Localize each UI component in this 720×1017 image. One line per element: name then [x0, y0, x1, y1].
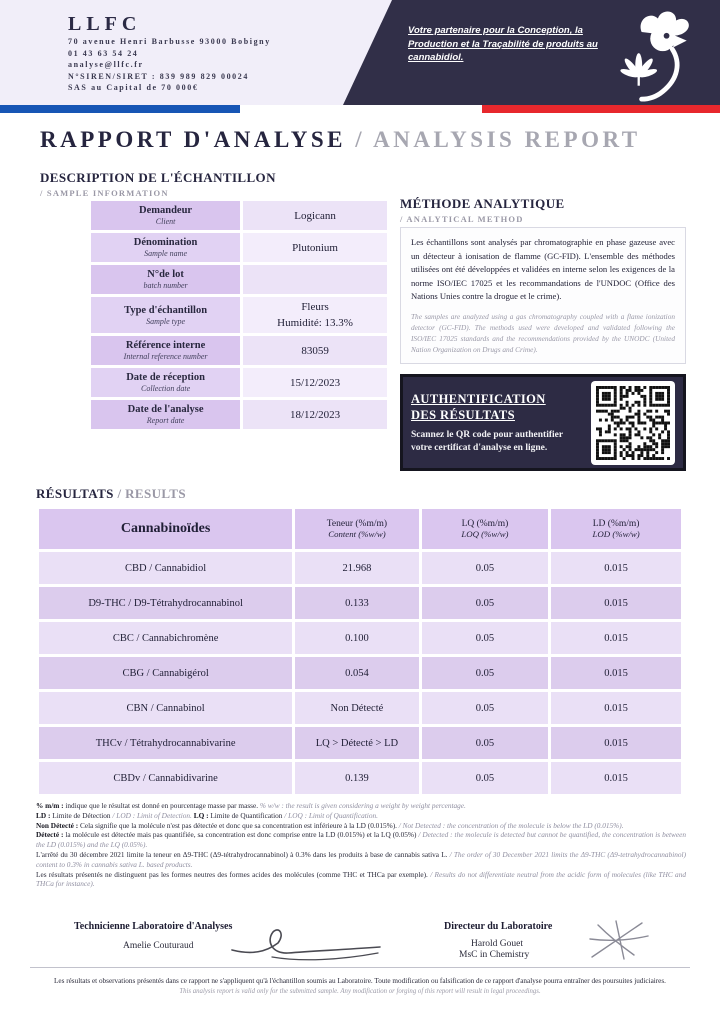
sample-row: [91, 297, 387, 333]
sample-value: 15/12/2023: [290, 376, 341, 389]
sample-row: [91, 400, 387, 429]
director-signature-icon: [586, 917, 656, 968]
method-text-en: The samples are analyzed using a gas chromatography coupled with a flame ionization detector (GC-FID). The methods used were developed and validated following the ISO/IEC 17025 standards and the recommendations provided by the UNODC (United Nation Organization on Drugs and Crime).: [411, 311, 675, 354]
header-lod-fr: LD (%m/m): [592, 519, 640, 529]
sample-value-secondary: Humidité: 13.3%: [277, 317, 353, 329]
results-section-heading: [36, 486, 186, 502]
result-content: 0.139: [295, 762, 418, 794]
results-row: [39, 622, 681, 654]
authentication-box: [400, 374, 686, 471]
footnote-line: [36, 801, 686, 811]
report-title-fr: RAPPORT D'ANALYSE: [40, 127, 346, 152]
result-lod: 0.015: [551, 622, 681, 654]
footnotes: [36, 801, 686, 889]
method-heading-fr: MÉTHODE ANALYTIQUE: [400, 196, 565, 211]
result-name: CBN / Cannabinol: [39, 692, 292, 724]
result-content: 0.100: [295, 622, 418, 654]
result-content: 0.133: [295, 587, 418, 619]
sample-label-fr: Type d'échantillon: [124, 304, 208, 316]
sample-row: [91, 201, 387, 230]
result-lod: 0.015: [551, 727, 681, 759]
sample-section-heading: [40, 170, 276, 198]
footnote-line: [36, 850, 686, 870]
sample-row-value: [243, 297, 387, 333]
sample-row: [91, 265, 387, 294]
company-block: [68, 13, 271, 94]
result-name: CBDv / Cannabidivarine: [39, 762, 292, 794]
result-content: 0.054: [295, 657, 418, 689]
footnote-segment: Les résultats présentés ne distinguent pas les formes neutres des formes acides des molécules (comme THC et THCa par exemple).: [36, 869, 431, 879]
sample-row-label: [91, 368, 240, 397]
sample-row-label: [91, 201, 240, 230]
result-lod: 0.015: [551, 762, 681, 794]
result-lod: 0.015: [551, 552, 681, 584]
footnote-segment: Limite de Quantification: [208, 810, 285, 820]
company-phone: 01 43 63 54 24: [68, 48, 139, 58]
sample-heading-fr: DESCRIPTION DE L'ÉCHANTILLON: [40, 170, 276, 185]
sample-row-label: [91, 336, 240, 365]
authentication-text-block: [411, 391, 591, 454]
result-loq: 0.05: [422, 727, 549, 759]
company-siren: N°SIREN/SIRET : 839 989 829 00024: [68, 71, 249, 81]
sample-label-fr: N°de lot: [147, 269, 184, 280]
sample-row-value: [243, 265, 387, 294]
sample-row-label: [91, 297, 240, 333]
signature-right-title: Directeur du Laboratoire: [444, 921, 553, 932]
sample-row-value: [243, 368, 387, 397]
footnote-line: [36, 821, 686, 831]
sample-value: Plutonium: [292, 241, 338, 254]
result-lod: 0.015: [551, 657, 681, 689]
sample-value: 83059: [301, 344, 329, 357]
footnote-segment: / LOQ : Limit of Quantification.: [284, 810, 378, 820]
footnote-segment: LQ :: [193, 810, 209, 820]
results-heading-fr: RÉSULTATS: [36, 486, 114, 501]
results-row: [39, 657, 681, 689]
sample-row: [91, 368, 387, 397]
signature-left-name: Amelie Couturaud: [123, 941, 194, 951]
result-name: CBC / Cannabichromène: [39, 622, 292, 654]
sample-label-fr: Date de réception: [126, 372, 205, 383]
report-title: [40, 127, 641, 153]
footnote-line: [36, 830, 686, 850]
sample-label-en: Sample name: [144, 249, 188, 258]
authentication-title-line1: AUTHENTIFICATION: [411, 392, 546, 406]
authentication-title: [411, 391, 585, 423]
sample-row-value: [243, 233, 387, 262]
footnote-line: [36, 811, 686, 821]
header: [0, 0, 720, 113]
red-accent-bar: [482, 105, 720, 113]
signature-left-title: Technicienne Laboratoire d'Analyses: [74, 921, 233, 932]
header-loq-fr: LQ (%m/m): [461, 519, 509, 529]
sample-row: [91, 233, 387, 262]
sample-value: Logicann: [294, 209, 336, 222]
results-row: [39, 727, 681, 759]
result-content: Non Détecté: [295, 692, 418, 724]
result-lod: 0.015: [551, 587, 681, 619]
signature-right-name: Harold Gouet: [471, 939, 523, 949]
results-row: [39, 762, 681, 794]
sample-label-fr: Dénomination: [133, 237, 198, 248]
footnote-segment: Cela signifie que la molécule n'est pas détectée et donc que sa concentration est inférieure à la LD (0.015%).: [78, 820, 399, 830]
header-lod-en: LOD (%w/w): [592, 529, 640, 539]
sample-label-fr: Demandeur: [139, 205, 193, 216]
footnote-segment: Détecté :: [36, 830, 64, 840]
results-row: [39, 587, 681, 619]
footnote-segment: LD :: [36, 810, 51, 820]
sample-value: Fleurs: [301, 301, 329, 313]
footnote-segment: Non Détecté :: [36, 820, 79, 830]
sample-row-label: [91, 265, 240, 294]
footer-disclaimer-fr: Les résultats et observations présentés dans ce rapport ne s'appliquent qu'à l'échantillon soumis au Laboratoire. Toute modification ou falsification de ce rapport d'analyse pourra entraîner des poursuites judiciaires.: [54, 977, 666, 985]
footnote-line: [36, 870, 686, 890]
report-title-en: / ANALYSIS REPORT: [355, 127, 641, 152]
company-address: 70 avenue Henri Barbusse 93000 Bobigny: [68, 37, 271, 46]
sample-label-en: Sample type: [146, 316, 185, 326]
sample-heading-en: / SAMPLE INFORMATION: [40, 188, 169, 198]
authentication-instructions: Scannez le QR code pour authentifier votre certificat d'analyse en ligne.: [411, 430, 563, 453]
footer-disclaimer: [30, 967, 690, 995]
results-header-cannabinoids: Cannabinoïdes: [39, 509, 292, 549]
footnote-segment: / Detected : the molecule is detected but cannot be quantified, the concentration is between the LD (0.015%) and the LQ (0.05%).: [36, 830, 686, 850]
footnote-segment: % w/w : the result is given considering a weight by weight percentage.: [259, 801, 466, 810]
result-lod: 0.015: [551, 692, 681, 724]
method-text-fr: Les échantillons sont analysés par chromatographie en phase gazeuse avec un détecteur à ionisation de flamme (GC-FID). L'ensemble des méthodes utilisées ont été développées et validées en interne selon les exigences de la norme ISO/IEC 17025 et les recommandations de l'UNDOC (Office des Nations Unies contre la drogue et le crime).: [411, 237, 675, 301]
footnote-segment: la molécule est détectée mais pas quantifiée, sa concentration est donc comprise entre la LD (0.015%) et la LQ (0.05%): [63, 830, 419, 840]
sample-info-table: [88, 198, 390, 432]
sample-value: 18/12/2023: [290, 408, 341, 421]
results-header-lod: [551, 509, 681, 549]
company-email: analyse@llfc.fr: [68, 60, 144, 69]
footnote-segment: / Results do not differentiate neutral from the acidic form of molecules (like THC and THCa for instance).: [36, 869, 686, 889]
sample-row: [91, 336, 387, 365]
results-row: [39, 552, 681, 584]
result-name: D9-THC / D9-Tétrahydrocannabinol: [39, 587, 292, 619]
sample-label-en: batch number: [143, 281, 188, 290]
qr-code: [591, 381, 675, 465]
sample-row-value: [243, 336, 387, 365]
results-heading-en: / RESULTS: [117, 486, 186, 501]
header-content-en: Content (%w/w): [328, 529, 386, 539]
result-loq: 0.05: [422, 552, 549, 584]
footnote-segment: L'arrêté du 30 décembre 2021 limite la teneur en Δ9-THC (Δ9-tétrahydrocannabinol) à 0.3% dans les produits à base de cannabis sativa L.: [36, 849, 450, 859]
results-row: [39, 692, 681, 724]
sample-label-en: Report date: [146, 416, 185, 425]
result-loq: 0.05: [422, 657, 549, 689]
sample-label-en: Collection date: [141, 384, 191, 393]
footnote-segment: / LOD : Limit of Detection.: [112, 810, 192, 820]
footnote-segment: / The order of 30 December 2021 limits the Δ9-THC (Δ9-tetrahydrocannabinol) content to 0.3% in cannabis sativa L. based products.: [36, 849, 686, 869]
sample-row-label: [91, 400, 240, 429]
results-header-content: [295, 509, 418, 549]
sample-label-fr: Référence interne: [125, 340, 206, 351]
results-header-row: [39, 509, 681, 549]
sample-label-fr: Date de l'analyse: [127, 404, 204, 415]
results-table: [36, 506, 684, 797]
results-header-loq: [422, 509, 549, 549]
footnote-segment: indique que le résultat est donné en pourcentage masse par masse.: [63, 801, 260, 810]
rooster-cannabis-logo-icon: [612, 7, 700, 108]
footnote-segment: % m/m :: [36, 801, 64, 810]
company-name: LLFC: [68, 13, 142, 35]
method-box: [400, 227, 686, 364]
method-heading-en: / ANALYTICAL METHOD: [400, 214, 524, 224]
sample-row-value: [243, 201, 387, 230]
sample-row-value: [243, 400, 387, 429]
signature-right-degree: MsC in Chemistry: [459, 950, 530, 960]
result-loq: 0.05: [422, 762, 549, 794]
authentication-title-line2: DES RÉSULTATS: [411, 408, 515, 422]
sample-label-en: Internal reference number: [123, 352, 208, 361]
result-name: CBG / Cannabigérol: [39, 657, 292, 689]
result-name: THCv / Tétrahydrocannabivarine: [39, 727, 292, 759]
method-section-heading: [400, 196, 565, 224]
result-name: CBD / Cannabidiol: [39, 552, 292, 584]
footnote-segment: Limite de Détection: [50, 810, 113, 820]
blue-accent-bar: [0, 105, 240, 113]
result-loq: 0.05: [422, 692, 549, 724]
footer-disclaimer-en: This analysis report is valid only for the submitted sample. Any modification or forging of this report will result in legal proceedings.: [179, 988, 541, 995]
technician-signature-icon: [228, 922, 388, 969]
header-content-fr: Teneur (%m/m): [326, 519, 388, 529]
result-content: LQ > Détecté > LD: [295, 727, 418, 759]
result-loq: 0.05: [422, 622, 549, 654]
header-loq-en: LOQ (%w/w): [461, 529, 509, 539]
sample-label-en: Client: [155, 217, 176, 226]
result-content: 21.968: [295, 552, 418, 584]
sample-row-label: [91, 233, 240, 262]
company-capital: SAS au Capital de 70 000€: [68, 83, 199, 92]
result-loq: 0.05: [422, 587, 549, 619]
footnote-segment: / Not Detected : the concentration of the molecule is below the LD (0.015%).: [398, 820, 624, 830]
company-tagline: Votre partenaire pour la Conception, la Production et la Traçabilité de produits au cannabidiol.: [408, 25, 598, 63]
